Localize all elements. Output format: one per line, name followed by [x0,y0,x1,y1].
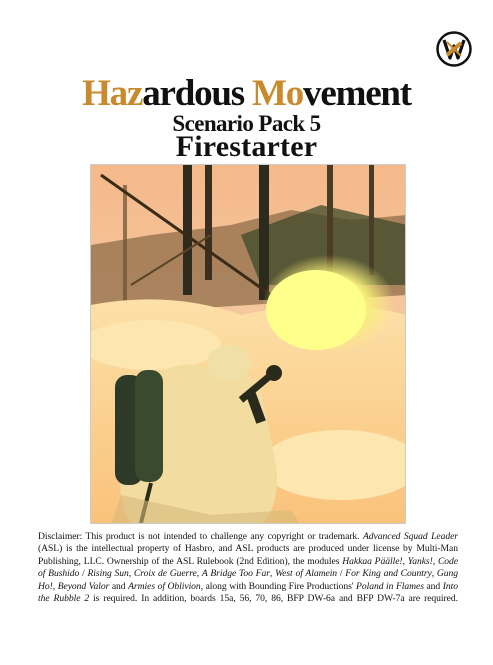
disclaimer-text-segment: , [402,555,408,567]
pack-subtitle: Scenario Pack 5 [172,111,321,136]
disclaimer-text-segment: , along with Bounding Fire Productions' [200,580,357,592]
disclaimer-italic-title: Yanks! [407,555,433,567]
title-text-vement: vement [303,73,411,114]
disclaimer-text-segment: , [52,580,58,592]
disclaimer-text-segment: , [432,555,438,567]
disclaimer-text-segment: , [128,568,134,580]
product-title [0,74,493,114]
disclaimer-italic-title: Croix de Guerre [133,568,197,580]
hm-logo [436,31,472,67]
disclaimer-italic-title: Code of Bushido [38,555,459,580]
title-accent-mo: Mo [252,73,304,114]
disclaimer-text-segment: , [431,568,437,580]
disclaimer-italic-title: Advanced Squad Leader [363,531,458,542]
disclaimer-text [38,531,458,605]
disclaimer-text-segment: , [196,568,202,580]
disclaimer-italic-title: Gung Ho! [38,568,459,592]
disclaimer-text-segment: and [423,580,443,592]
disclaimer-italic-title: West of Alamein [275,568,338,580]
title-accent-haz: Haz [82,73,143,114]
disclaimer-text-segment: is required. In addition, boards 15a, 56, 70, 86, BFP DW-6a and BFP DW-7a are required. [89,593,458,605]
hm-monogram-icon [436,31,472,67]
cover-photo [90,164,406,524]
disclaimer-italic-title: A Bridge Too Far [201,568,270,580]
disclaimer-italic-title: Poland in Flames [356,580,424,592]
disclaimer-italic-title: Beyond Valor [57,580,110,592]
title-text-ardous: ardous [142,73,253,114]
flamethrower-soldier-image [91,165,406,524]
scenario-name: Firestarter [175,130,318,163]
disclaimer-italic-title: For King and Country [345,568,432,580]
disclaimer-text-segment: / [79,568,88,580]
disclaimer-text-segment: / [337,568,346,580]
disclaimer-text-segment: (ASL) is the intellectual property of Hasbro, and ASL products are produced under license by Multi-Man Publishing, LLC. Ownership of the ASL Rulebook (2nd Edition), the modules [38,543,458,567]
disclaimer-italic-title: Armies of Oblivion [128,580,201,592]
disclaimer-italic-title: Hakkaa Päälle! [342,555,403,567]
disclaimer-text-segment: Disclaimer: This product is not intended to challenge any copyright or trademark. [38,531,363,542]
disclaimer-italic-title: Rising Sun [87,568,129,580]
disclaimer-italic-title: Into the Rubble 2 [38,580,458,605]
disclaimer-text-segment: , [269,568,276,580]
disclaimer-text-segment: and [109,580,129,592]
